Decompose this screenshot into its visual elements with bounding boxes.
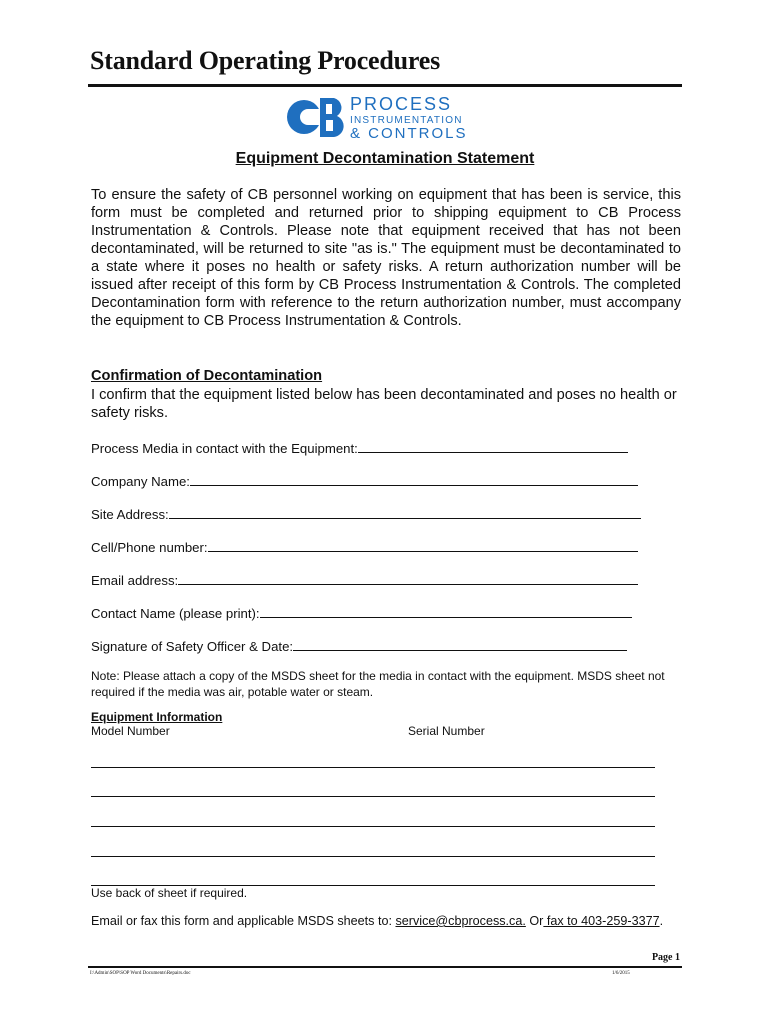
model-number-label: Model Number [91, 724, 170, 738]
msds-note: Note: Please attach a copy of the MSDS sheet for the media in contact with the equipment. MSDS sheet not required if the media was air, potable water or steam. [91, 669, 665, 699]
field-signature-date [91, 638, 627, 654]
field-input-line[interactable] [178, 572, 638, 585]
field-phone-number [91, 539, 638, 555]
field-input-line[interactable] [293, 638, 627, 651]
submission-instructions [91, 914, 663, 928]
field-label: Company Name: [91, 474, 190, 489]
field-label: Site Address: [91, 507, 169, 522]
submission-suffix: . [659, 914, 664, 928]
equipment-heading: Equipment Information [91, 710, 223, 724]
field-label: Contact Name (please print): [91, 606, 260, 621]
fax-number-link[interactable]: fax to 403-259-3377 [543, 914, 660, 928]
field-input-line[interactable] [358, 440, 628, 453]
logo-text-instrumentation: INSTRUMENTATION [350, 115, 463, 126]
field-label: Cell/Phone number: [91, 540, 208, 555]
field-site-address [91, 506, 641, 522]
equipment-entry-line[interactable] [91, 767, 655, 768]
intro-paragraph: To ensure the safety of CB personnel working on equipment that has been is service, this form must be completed and returned prior to shipping equipment to CB Process Instrumentation & Controls. Please note that equipment received that has not been decontaminated, will be returned to site "as is." The equipment must be decontaminated to a state where it poses no health or safety risks. A return authorization number will be issued after receipt of this form by CB Process Instrumentation & Controls. The completed Decontamination form with reference to the return authorization number, must accompany the equipment to CB Process Instrumentation & Controls. [91, 187, 681, 329]
back-of-sheet-note: Use back of sheet if required. [91, 886, 248, 900]
email-link[interactable]: service@cbprocess.ca. [395, 914, 526, 928]
logo-text-controls: & CONTROLS [350, 125, 468, 142]
confirmation-heading: Confirmation of Decontamination [91, 368, 323, 384]
cb-logo [284, 92, 474, 142]
equipment-entry-line[interactable] [91, 826, 655, 827]
field-label: Signature of Safety Officer & Date: [91, 639, 294, 654]
field-label: Email address: [91, 573, 179, 588]
serial-number-label: Serial Number [408, 724, 485, 738]
submission-prefix: Email or fax this form and applicable MSDS sheets to: [91, 914, 396, 928]
submission-or: Or [525, 914, 544, 928]
field-company-name [91, 473, 638, 489]
confirmation-text: I confirm that the equipment listed below has been decontaminated and poses no health or safety risks. [91, 387, 677, 421]
field-input-line[interactable] [190, 473, 638, 486]
equipment-entry-line[interactable] [91, 856, 655, 857]
field-input-line[interactable] [208, 539, 638, 552]
page-header-title: Standard Operating Procedures [90, 46, 441, 75]
field-process-media [91, 440, 628, 456]
page-number: Page 1 [651, 952, 680, 963]
header-divider [88, 84, 682, 87]
footer-file-path: I:\Admin\SOP\SOP Word Documents\Repairs.doc [90, 971, 191, 976]
field-input-line[interactable] [169, 506, 641, 519]
logo-text-process: PROCESS [350, 94, 453, 114]
footer-date: 1/6/2015 [612, 971, 630, 976]
form-title: Equipment Decontamination Statement [235, 150, 535, 167]
field-input-line[interactable] [260, 605, 632, 618]
equipment-entry-line[interactable] [91, 796, 655, 797]
logo-b-mark [320, 98, 344, 137]
footer-divider [88, 966, 682, 968]
field-label: Process Media in contact with the Equipment: [91, 441, 358, 456]
field-contact-name [91, 605, 632, 621]
field-email-address [91, 572, 638, 588]
